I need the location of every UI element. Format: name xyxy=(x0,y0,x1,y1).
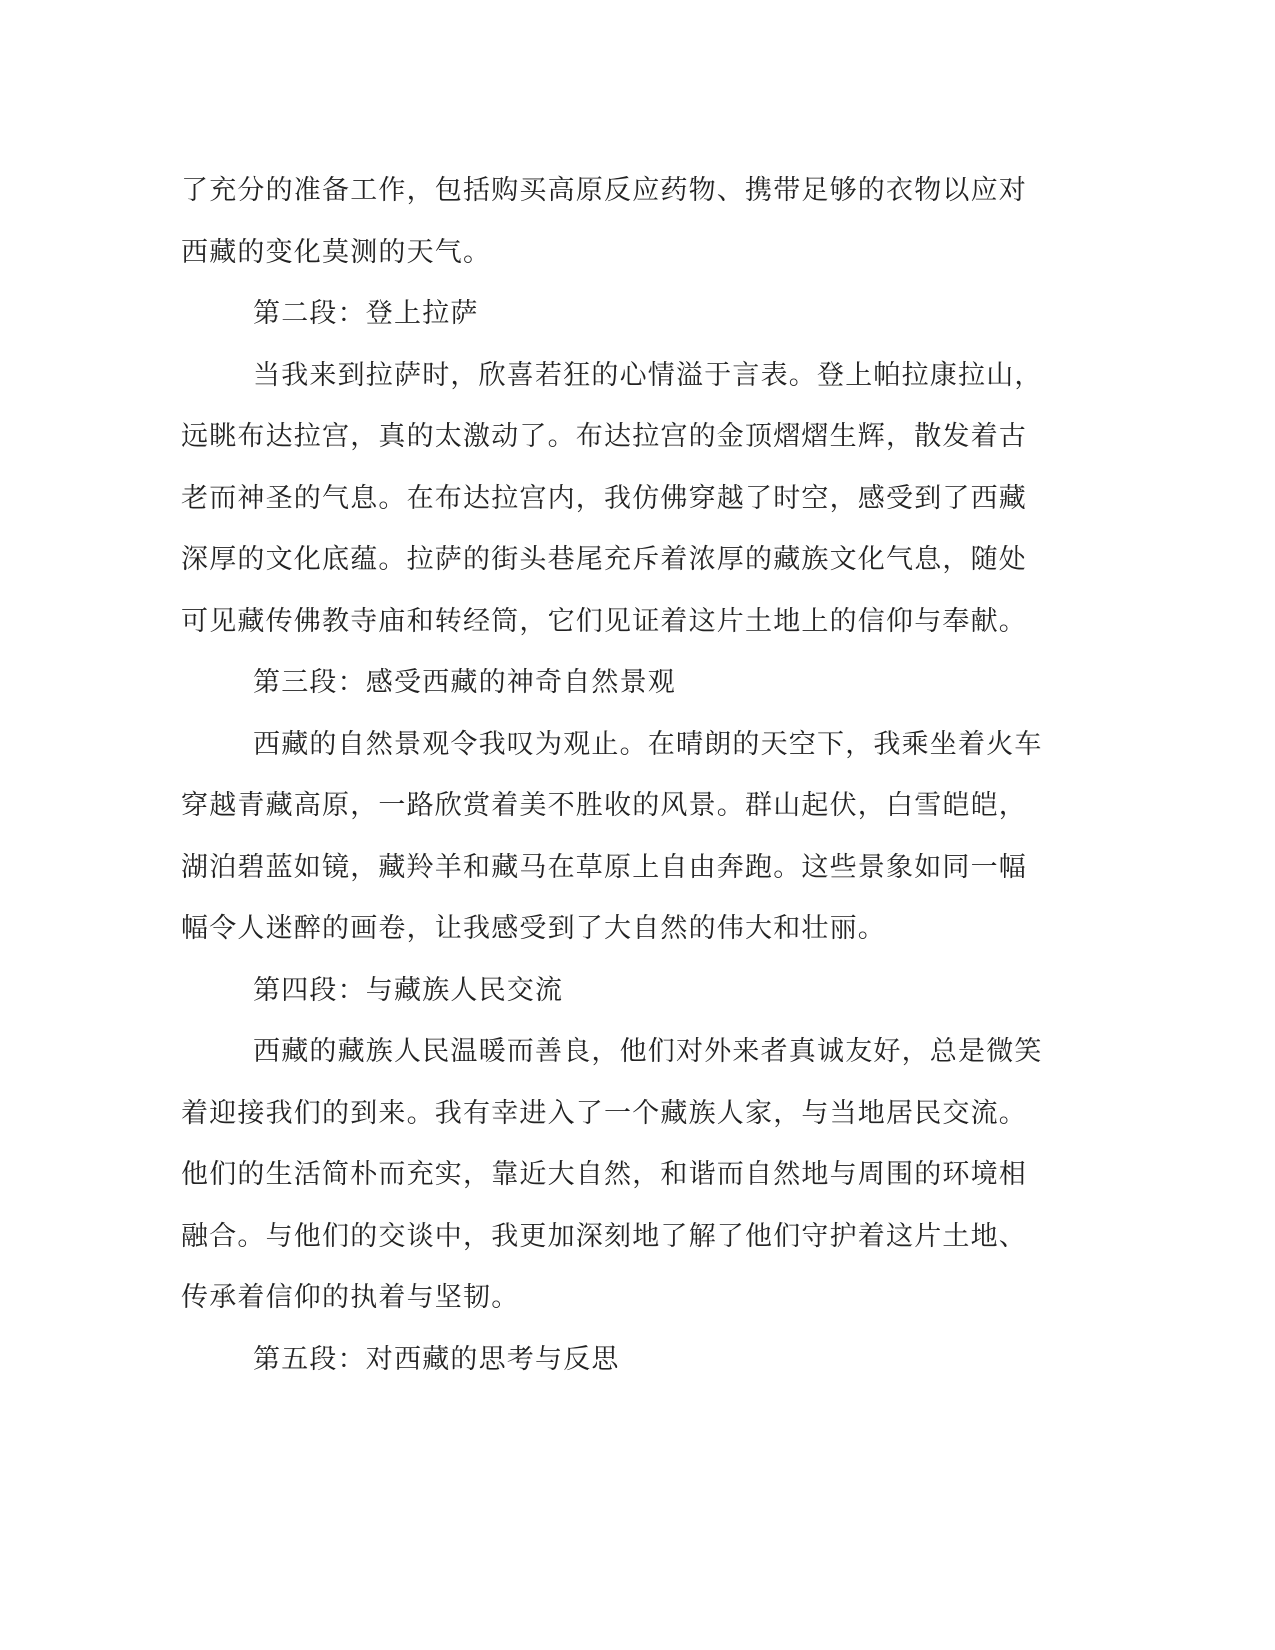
text-line: 他们的生活简朴而充实，靠近大自然，和谐而自然地与周围的环境相 xyxy=(181,1159,1027,1190)
text-line: 融合。与他们的交谈中，我更加深刻地了解了他们守护着这片土地、 xyxy=(181,1220,1027,1252)
text-line: 可见藏传佛教寺庙和转经筒，它们见证着这片土地上的信仰与奉献。 xyxy=(181,605,1027,637)
heading-text: 第三段：感受西藏的神奇自然景观 xyxy=(253,667,676,698)
text-line: 幅令人迷醉的画卷，让我感受到了大自然的伟大和壮丽。 xyxy=(181,913,886,944)
text-line: 湖泊碧蓝如镜，藏羚羊和藏马在草原上自由奔跑。这些景象如同一幅 xyxy=(181,851,1027,883)
text-line: 西藏的变化莫测的天气。 xyxy=(181,236,492,268)
section-heading-2 xyxy=(181,283,1031,345)
section-heading-5 xyxy=(181,1329,1031,1391)
text-line: 远眺布达拉宫，真的太激动了。布达拉宫的金顶熠熠生辉，散发着古 xyxy=(181,421,1027,452)
heading-text: 第五段：对西藏的思考与反思 xyxy=(253,1343,620,1375)
paragraph-nature xyxy=(181,714,1043,960)
text-line: 了充分的准备工作，包括购买高原反应药物、携带足够的衣物以应对 xyxy=(181,175,1027,206)
section-heading-3 xyxy=(181,652,1031,714)
document-body xyxy=(181,160,1043,1390)
text-line: 西藏的自然景观令我叹为观止。在晴朗的天空下，我乘坐着火车 xyxy=(253,728,1043,760)
heading-text: 第二段：登上拉萨 xyxy=(253,298,479,329)
text-line: 传承着信仰的执着与坚韧。 xyxy=(181,1282,520,1313)
paragraph-lhasa xyxy=(181,345,1043,653)
text-line: 深厚的文化底蕴。拉萨的街头巷尾充斥着浓厚的藏族文化气息，随处 xyxy=(181,544,1027,575)
heading-text: 第四段：与藏族人民交流 xyxy=(253,974,564,1006)
text-line: 着迎接我们的到来。我有幸进入了一个藏族人家，与当地居民交流。 xyxy=(181,1097,1027,1129)
text-line: 当我来到拉萨时，欣喜若狂的心情溢于言表。登上帕拉康拉山， xyxy=(253,359,1043,391)
section-heading-4 xyxy=(181,960,1031,1022)
paragraph-people xyxy=(181,1021,1043,1329)
paragraph-preparation-continued xyxy=(181,160,1031,283)
text-line: 老而神圣的气息。在布达拉宫内，我仿佛穿越了时空，感受到了西藏 xyxy=(181,482,1027,514)
text-line: 西藏的藏族人民温暖而善良，他们对外来者真诚友好，总是微笑 xyxy=(253,1036,1043,1067)
text-line: 穿越青藏高原，一路欣赏着美不胜收的风景。群山起伏，白雪皑皑， xyxy=(181,790,1027,821)
